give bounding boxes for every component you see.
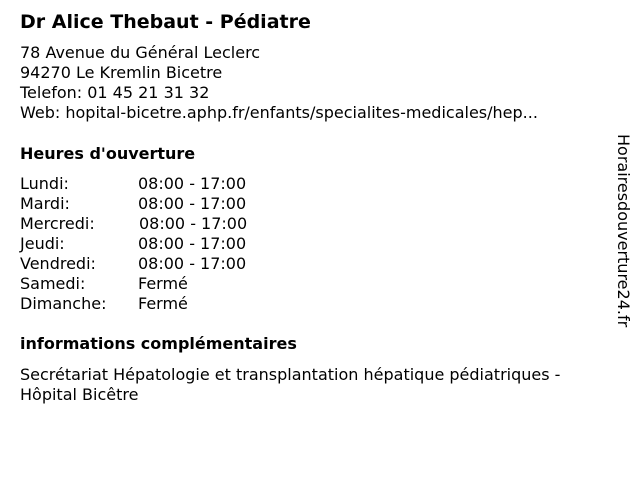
info-heading: informations complémentaires [20, 334, 297, 353]
hours-row-monday [20, 174, 320, 194]
day-label: Samedi: [20, 274, 86, 293]
hours-row-thursday [20, 234, 320, 254]
phone-number: Telefon: 01 45 21 31 32 [20, 83, 210, 102]
time-value: 08:00 - 17:00 [138, 194, 247, 213]
page-title: Dr Alice Thebaut - Pédiatre [20, 11, 311, 33]
day-label: Vendredi: [20, 254, 96, 273]
day-label: Lundi: [20, 174, 69, 193]
info-text: Secrétariat Hépatologie et transplantation hépatique pédiatriques - Hôpital Bicêtre [20, 365, 561, 404]
time-value: 08:00 - 17:00 [139, 214, 248, 233]
hours-row-tuesday [20, 194, 320, 214]
business-listing [20, 0, 610, 480]
watermark [612, 134, 634, 342]
hours-row-wednesday [20, 214, 320, 234]
day-label: Dimanche: [20, 294, 107, 313]
time-value: 08:00 - 17:00 [138, 254, 247, 273]
street-address: 78 Avenue du Général Leclerc [20, 43, 261, 62]
time-value: 08:00 - 17:00 [138, 174, 247, 193]
time-value: Fermé [138, 294, 188, 313]
hours-row-friday [20, 254, 320, 274]
website-link[interactable]: Web: hopital-bicetre.aphp.fr/enfants/specialites-medicales/hep... [20, 103, 538, 122]
time-value: Fermé [138, 274, 188, 293]
city-address: 94270 Le Kremlin Bicetre [20, 63, 223, 82]
hours-heading: Heures d'ouverture [20, 144, 196, 163]
time-value: 08:00 - 17:00 [138, 234, 247, 253]
hours-row-saturday [20, 274, 320, 294]
watermark-text: Horairesdouverture24.fr [614, 134, 633, 328]
contact-block [20, 43, 538, 123]
opening-hours-table [20, 174, 320, 314]
hours-row-sunday [20, 294, 320, 314]
day-label: Mercredi: [20, 214, 95, 233]
day-label: Jeudi: [20, 234, 65, 253]
day-label: Mardi: [20, 194, 70, 213]
